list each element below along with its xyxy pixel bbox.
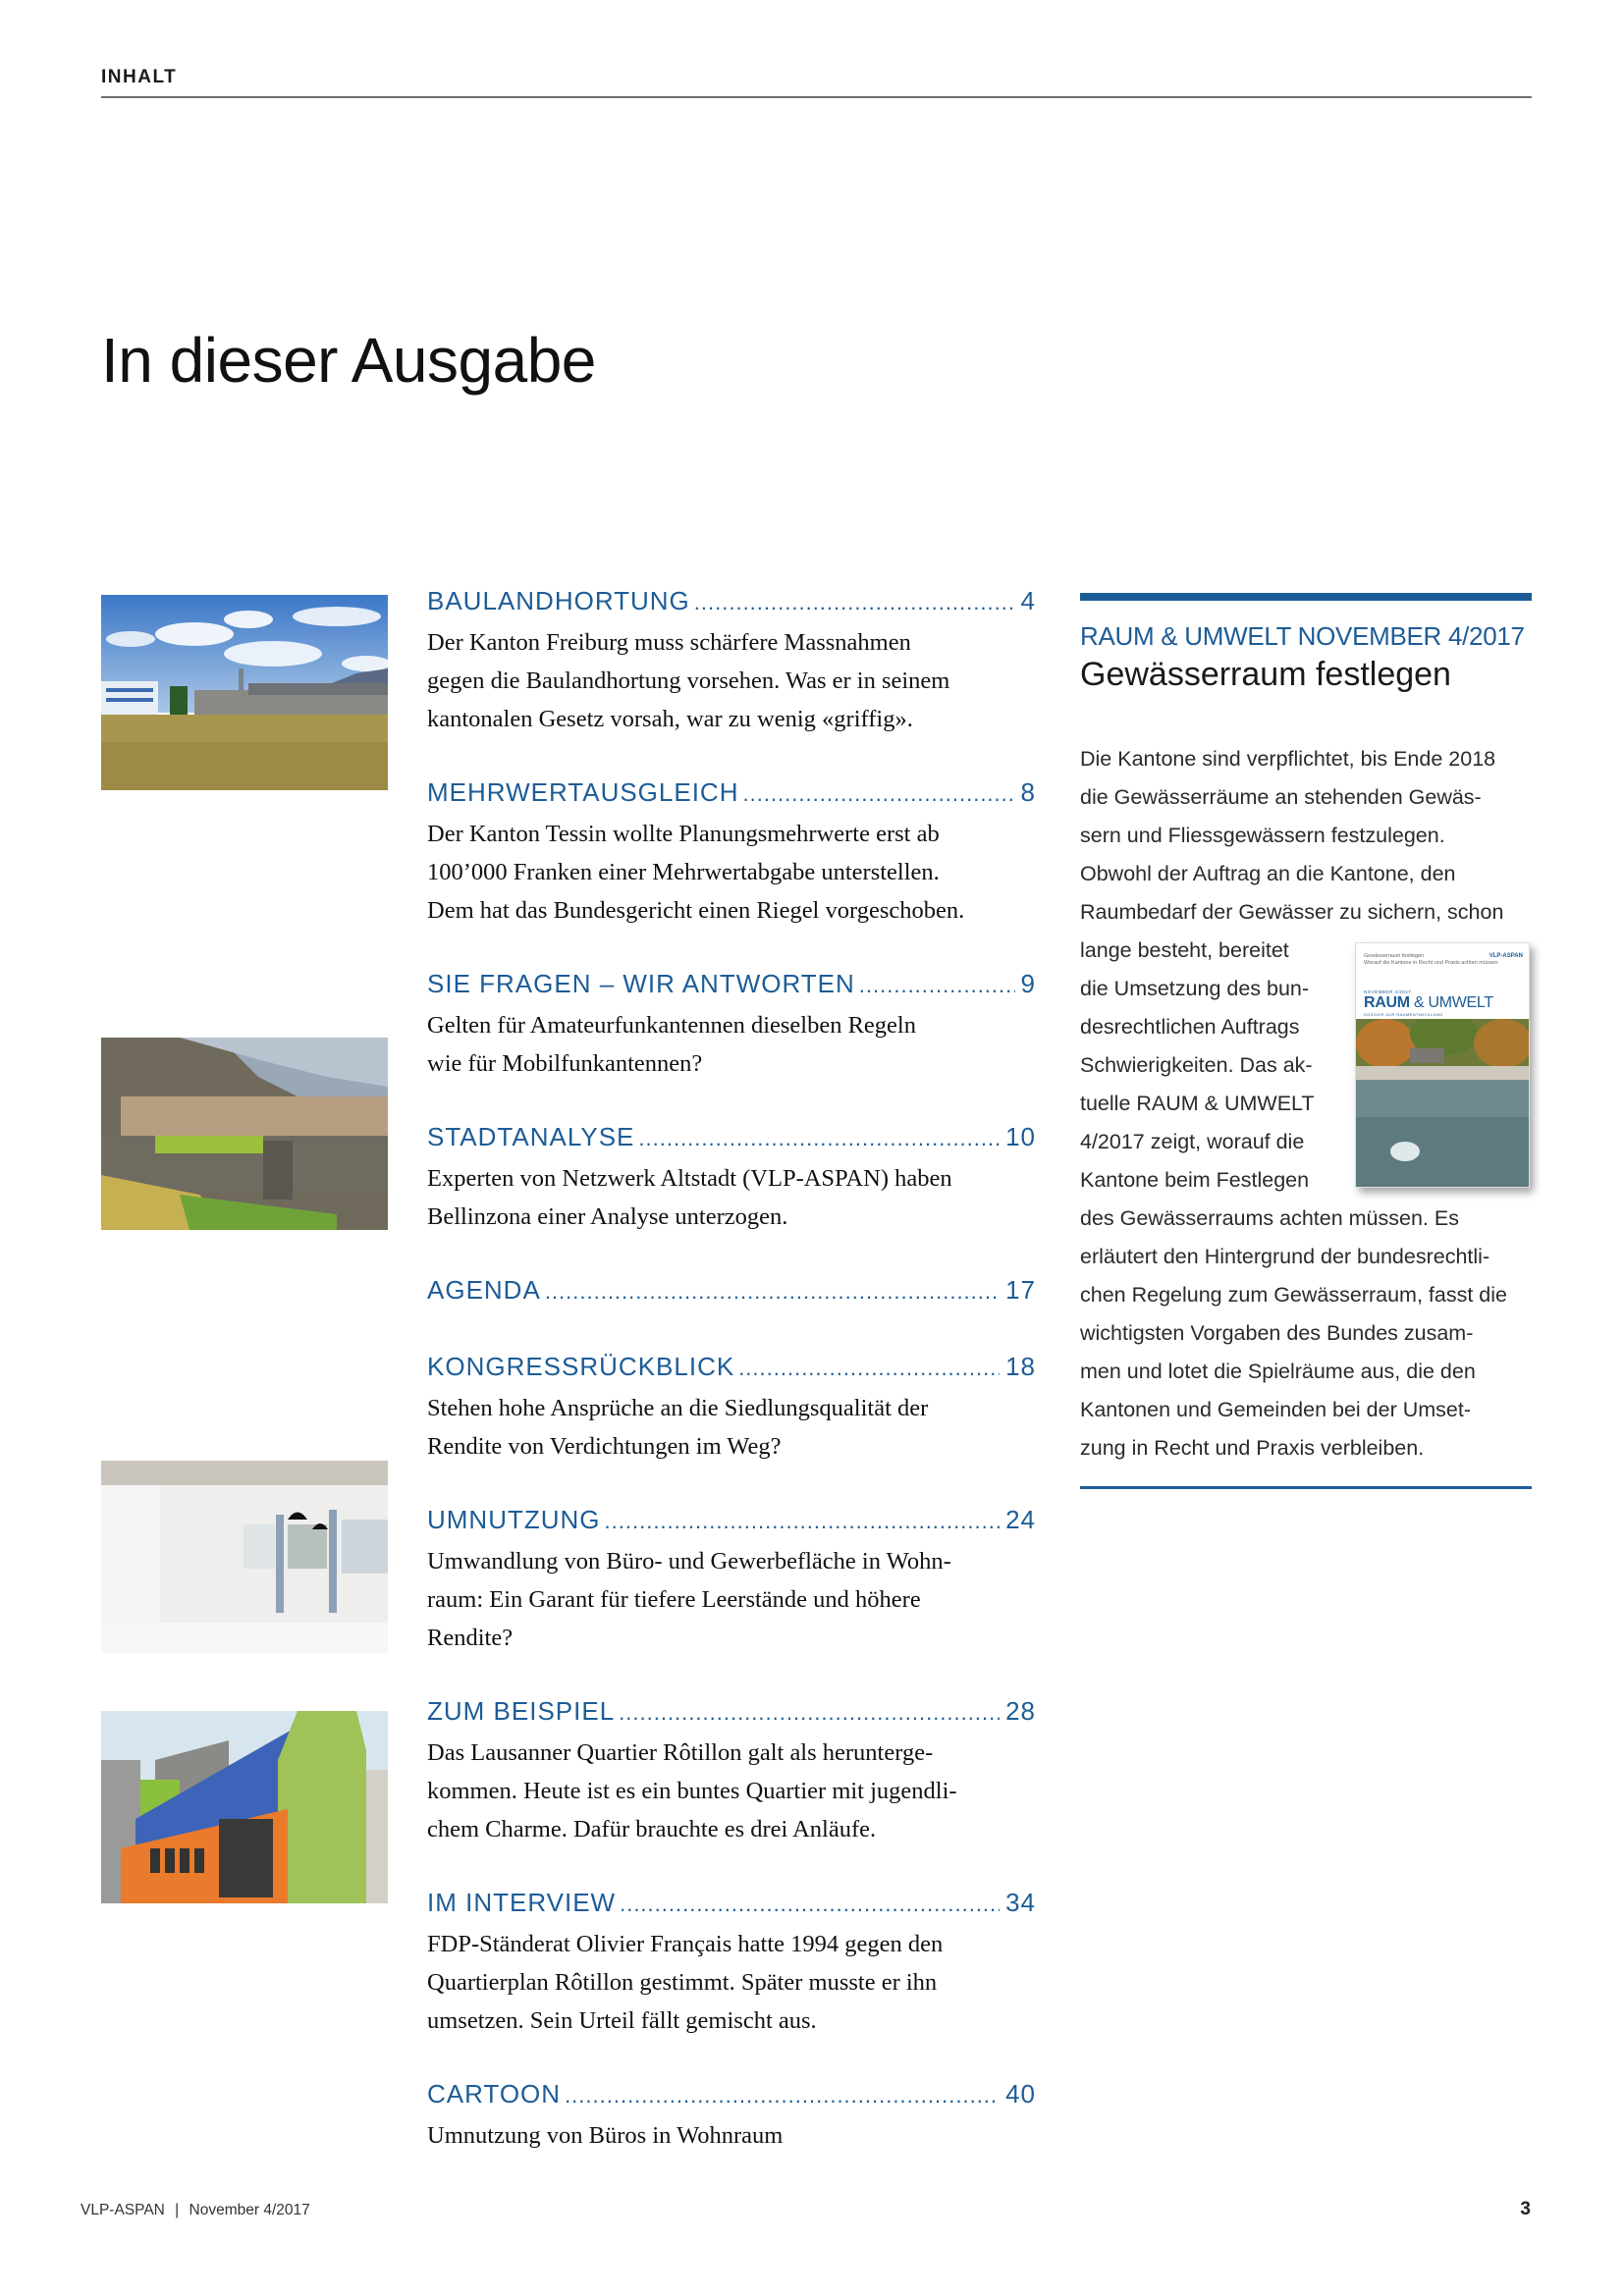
toc-entry[interactable] — [427, 586, 1036, 738]
photo-converted-office-image — [101, 1461, 388, 1653]
toc-entry-title[interactable]: AGENDA — [427, 1275, 541, 1305]
toc-leader-dots — [565, 2083, 1000, 2109]
toc-entry-title[interactable]: ZUM BEISPIEL — [427, 1696, 616, 1726]
toc-entry-page[interactable]: 4 — [1020, 586, 1036, 615]
toc-entry[interactable] — [427, 777, 1036, 930]
toc-entry-description: Stehen hohe Ansprüche an die Siedlungsqualität der Rendite von Verdichtungen im Weg? — [427, 1395, 929, 1460]
sidebar-title: Gewässerraum festlegen — [1080, 656, 1451, 693]
cover-river-image — [1356, 1019, 1530, 1188]
cover-brand-logo: VLP-ASPAN — [1489, 953, 1523, 959]
toc-entry-page[interactable]: 40 — [1005, 2079, 1036, 2109]
sidebar-top-rule — [1080, 593, 1532, 601]
header-rule — [101, 96, 1532, 98]
toc-entry[interactable] — [427, 969, 1036, 1083]
photo-colorful-buildings-image — [101, 1711, 388, 1903]
toc-entry-page[interactable]: 17 — [1005, 1275, 1036, 1305]
toc-leader-dots — [738, 1356, 1000, 1381]
toc-entry-title[interactable]: SIE FRAGEN – WIR ANTWORTEN — [427, 969, 855, 998]
toc-entry-page[interactable]: 10 — [1005, 1122, 1036, 1151]
toc-entry-page[interactable]: 18 — [1005, 1352, 1036, 1381]
cover-tagline: DOSSIER ZUR RAUMENTWICKLUNG — [1364, 1012, 1443, 1017]
magazine-cover-thumbnail[interactable] — [1355, 942, 1530, 1188]
toc-entry[interactable] — [427, 1122, 1036, 1236]
toc-entry-title[interactable]: KONGRESSRÜCKBLICK — [427, 1352, 735, 1381]
toc-entry-description: Der Kanton Tessin wollte Planungsmehrwerte erst ab 100’000 Franken einer Mehrwertabgabe unterstellen. Dem hat das Bundesgericht einen Riegel vorgeschoben. — [427, 821, 965, 924]
photo-bellinzona-image — [101, 1038, 388, 1230]
toc-entry-page[interactable]: 8 — [1020, 777, 1036, 807]
toc-entry[interactable] — [427, 1888, 1036, 2040]
toc-entry-description: Experten von Netzwerk Altstadt (VLP-ASPAN) haben Bellinzona einer Analyse unterzogen. — [427, 1165, 952, 1230]
toc-entry-title[interactable]: CARTOON — [427, 2079, 562, 2109]
footer-publication — [81, 2202, 310, 2219]
toc-leader-dots — [638, 1126, 1000, 1151]
cover-photo-river — [1356, 1019, 1530, 1188]
toc-entry-title[interactable]: UMNUTZUNG — [427, 1505, 601, 1534]
toc-entry-page[interactable]: 24 — [1005, 1505, 1036, 1534]
toc-entry-page[interactable]: 9 — [1020, 969, 1036, 998]
toc-leader-dots — [743, 781, 1015, 807]
toc-entry[interactable] — [427, 1352, 1036, 1466]
toc-leader-dots — [694, 590, 1015, 615]
photo-converted-office — [101, 1461, 388, 1653]
toc-entry-description: Der Kanton Freiburg muss schärfere Massnahmen gegen die Baulandhortung vorsehen. Was er in seinem kantonalen Gesetz vorsah, war zu wenig «griffig». — [427, 629, 950, 732]
photo-field-industrial-image — [101, 595, 388, 790]
toc-entry-description: FDP-Ständerat Olivier Français hatte 1994 gegen den Quartierplan Rôtillon gestimmt. Später musste er ihn umsetzen. Sein Urteil fällt gemischt aus. — [427, 1931, 944, 2034]
sidebar-kicker: RAUM & UMWELT NOVEMBER 4/2017 — [1080, 621, 1525, 651]
toc-entry[interactable] — [427, 1505, 1036, 1657]
page-title: In dieser Ausgabe — [101, 325, 596, 396]
sidebar-body: Die Kantone sind verpflichtet, bis Ende 2018 die Gewässerräume an stehenden Gewäs- sern und Fliessgewässern festzulegen. Obwohl der Auftrag an die Kantone, den Raumbedarf der Gewässer zu sichern, schon lange besteht, bereitet die Umsetzung des bun- desrechtlichen Auftrags Schwierigkeiten. Das ak- tuelle RAUM & UMWELT 4/2017 zeigt, worauf die Kantone beim Festlegen des Gewässerraums achten müssen. Es erläutert den Hintergrund der bundesrechtli- chen Regelung zum Gewässerraum, fasst die wichtigsten Vorgaben des Bundes zusam- men und lotet die Spielräume aus, die den Kantonen und Gemeinden bei der Umset- zung in Recht und Praxis verbleiben. — [1080, 747, 1507, 1460]
toc-entry-description: Umwandlung von Büro- und Gewerbefläche in Wohn- raum: Ein Garant für tiefere Leerstände und höhere Rendite? — [427, 1548, 951, 1651]
toc-entry-page[interactable]: 34 — [1005, 1888, 1036, 1917]
cover-magazine-title: RAUM & UMWELT — [1364, 994, 1493, 1011]
toc-leader-dots — [545, 1279, 1000, 1305]
footer-publisher: VLP-ASPAN — [81, 2202, 165, 2218]
toc-leader-dots — [619, 1700, 1000, 1726]
toc-entry-title[interactable]: STADTANALYSE — [427, 1122, 635, 1151]
toc-entry-description: Umnutzung von Büros in Wohnraum — [427, 2122, 784, 2149]
toc-entry[interactable] — [427, 1275, 1036, 1312]
toc-entry-title[interactable]: BAULANDHORTUNG — [427, 586, 690, 615]
toc-entry[interactable] — [427, 2079, 1036, 2155]
photo-bellinzona — [101, 1038, 388, 1230]
sidebar-bottom-rule — [1080, 1486, 1532, 1489]
cover-subtitle: Gewässerraum festlegen Worauf die Kantone in Recht und Praxis achten müssen — [1364, 953, 1498, 966]
footer-separator: | — [175, 2202, 180, 2218]
page-number: 3 — [1520, 2199, 1531, 2219]
toc-entry-description: Das Lausanner Quartier Rôtillon galt als herunterge- kommen. Heute ist es ein buntes Quartier mit jugendli- chem Charme. Dafür brauchte es drei Anläufe. — [427, 1739, 957, 1842]
toc-entry-title[interactable]: MEHRWERTAUSGLEICH — [427, 777, 739, 807]
toc-entry-title[interactable]: IM INTERVIEW — [427, 1888, 617, 1917]
cover-issue: NOVEMBER 4/2017 — [1364, 989, 1412, 994]
section-label: INHALT — [101, 67, 178, 87]
photo-colorful-buildings — [101, 1711, 388, 1903]
toc-leader-dots — [859, 973, 1015, 998]
toc-entry-description: Gelten für Amateurfunkantennen dieselben Regeln wie für Mobilfunkantennen? — [427, 1012, 916, 1077]
photo-field-industrial — [101, 595, 388, 790]
footer-issue: November 4/2017 — [189, 2202, 310, 2218]
toc-leader-dots — [605, 1509, 1001, 1534]
toc-entry-page[interactable]: 28 — [1005, 1696, 1036, 1726]
toc-leader-dots — [620, 1892, 1000, 1917]
toc-entry[interactable] — [427, 1696, 1036, 1848]
